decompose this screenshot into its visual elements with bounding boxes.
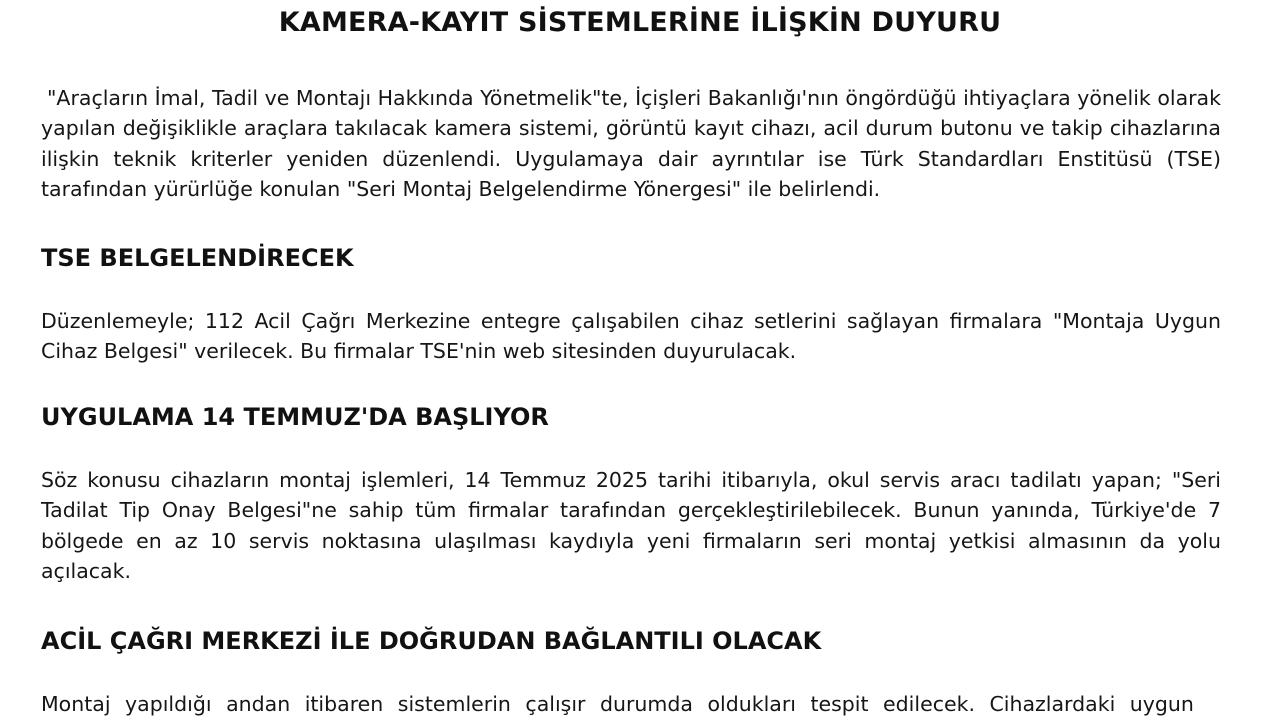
section-text-start-date: Söz konusu cihazların montaj işlemleri, 14 Temmuz 2025 tarihi itibarıyla, okul servis aracı tadilatı yapan; "Seri Tadilat Tip Onay Belgesi"ne sahip tüm firmalar tarafından gerçekleştirilebilecek. Bunun yanında, Türkiye'de 7 bölgede en az 10 servis noktasına ulaşılması kaydıyla yeni firmaların seri montaj yetkisi almasının da yolu açılacak. xyxy=(41,468,1221,583)
section-heading-start-date: UYGULAMA 14 TEMMUZ'DA BAŞLIYOR xyxy=(41,403,549,431)
section-heading-emergency-center: ACİL ÇAĞRI MERKEZİ İLE DOĞRUDAN BAĞLANTILI OLACAK xyxy=(41,627,822,655)
section-text-tse-certification: Düzenlemeyle; 112 Acil Çağrı Merkezine entegre çalışabilen cihaz setlerini sağlayan firmalara "Montaja Uygun Cihaz Belgesi" verilecek. Bu firmalar TSE'nin web sitesinden duyurulacak. xyxy=(41,309,1221,364)
document-title: KAMERA-KAYIT SİSTEMLERİNE İLİŞKİN DUYURU xyxy=(278,7,1002,38)
section-text-emergency-center: Montaj yapıldığı andan itibaren sistemlerin çalışır durumda oldukları tespit edilecek. Cihazlardaki uygun xyxy=(41,692,1194,716)
intro-paragraph: "Araçların İmal, Tadil ve Montajı Hakkında Yönetmelik"te, İçişleri Bakanlığı'nın öngördüğü ihtiyaçlara yönelik olarak yapılan değişiklikle araçlara takılacak kamera sistemi, görüntü kayıt cihazı, acil durum butonu ve takip cihazlarına ilişkin teknik kriterler yeniden düzenlendi. Uygulamaya dair ayrıntılar ise Türk Standardları Enstitüsü (TSE) tarafından yürürlüğe konulan "Seri Montaj Belgelendirme Yönergesi" ile belirlendi. xyxy=(41,86,1221,201)
section-heading-tse-certification: TSE BELGELENDİRECEK xyxy=(41,244,354,272)
